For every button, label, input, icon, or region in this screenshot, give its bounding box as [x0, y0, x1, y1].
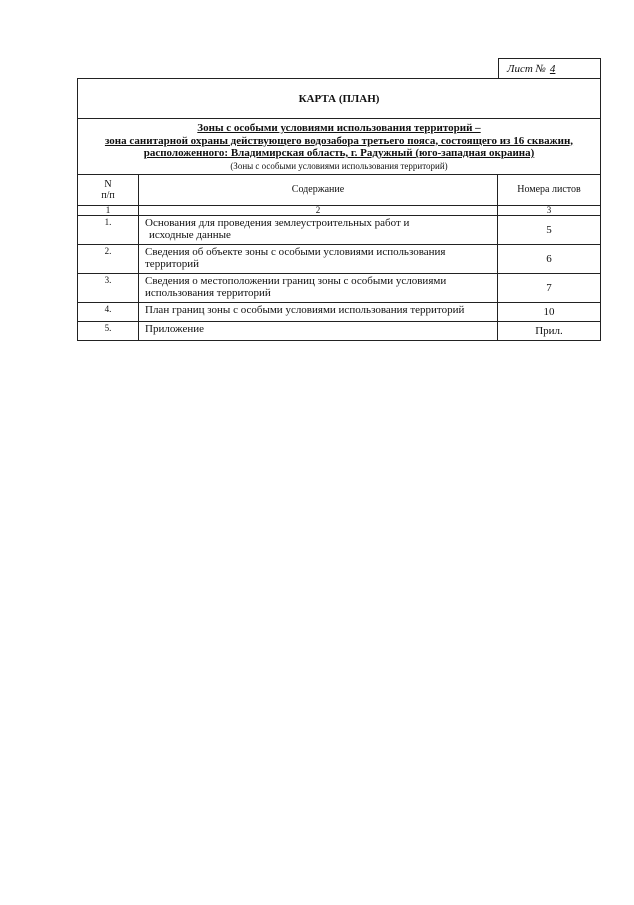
- column-number-row: [78, 205, 600, 215]
- row-number: 5.: [78, 321, 139, 340]
- row-content-line-1: Сведения об объекте зоны с особыми условиями использования: [145, 245, 446, 258]
- header-number: [78, 175, 139, 206]
- row-number: 2.: [78, 244, 139, 273]
- header-number-line-2: п/п: [101, 189, 115, 201]
- zone-title-line-2: зона санитарной охраны действующего водозабора третьего пояса, состоящего из 16 скважин,: [104, 134, 574, 147]
- row-pages: 10: [498, 302, 601, 321]
- row-content: [139, 215, 498, 244]
- zone-description: [78, 119, 600, 175]
- row-pages: 7: [498, 273, 601, 302]
- contents-table: [78, 175, 600, 340]
- row-pages: Прил.: [498, 321, 601, 340]
- row-number: 1.: [78, 215, 139, 244]
- table-row: [78, 273, 600, 302]
- row-content-line-2: территорий: [145, 257, 200, 270]
- table-row: [78, 215, 600, 244]
- header-pages: Номера листов: [498, 175, 601, 206]
- column-number: 2: [139, 205, 498, 215]
- zone-title-line-1: Зоны с особыми условиями использования территорий –: [197, 122, 481, 134]
- row-content-line-1: Основания для проведения землеустроительных работ и: [145, 216, 410, 229]
- row-content: [139, 273, 498, 302]
- table-row: [78, 321, 600, 340]
- header-number-line-1: N: [104, 178, 112, 190]
- row-content-line-2: использования территорий: [145, 286, 271, 299]
- table-row: [78, 302, 600, 321]
- row-content-line-2: исходные данные: [149, 228, 231, 241]
- header-content: Содержание: [139, 175, 498, 206]
- row-content: [139, 244, 498, 273]
- sheet-label: Лист №: [507, 62, 546, 75]
- sheet-number-box: [498, 58, 601, 79]
- zone-title-line-3: расположенного: Владимирская область, г. Радужный (юго-западная окраина): [143, 147, 535, 159]
- row-number: 4.: [78, 302, 139, 321]
- table-row: [78, 244, 600, 273]
- row-content: План границ зоны с особыми условиями использования территорий: [139, 302, 498, 321]
- row-pages: 5: [498, 215, 601, 244]
- column-number: 1: [78, 205, 139, 215]
- row-pages: 6: [498, 244, 601, 273]
- row-number: 3.: [78, 273, 139, 302]
- document-table: [77, 78, 601, 341]
- sheet-number: 4: [549, 62, 556, 75]
- table-header-row: [78, 175, 600, 206]
- row-content: Приложение: [139, 321, 498, 340]
- row-content-line-1: Сведения о местоположении границ зоны с особыми условиями: [145, 274, 447, 287]
- page-title: КАРТА (ПЛАН): [78, 79, 600, 119]
- column-number: 3: [498, 205, 601, 215]
- zone-subtitle: (Зоны с особыми условиями использования территорий): [230, 160, 448, 171]
